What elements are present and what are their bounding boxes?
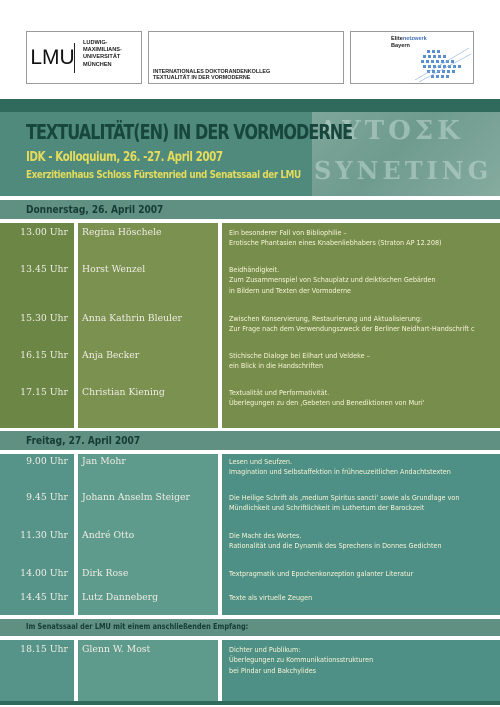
talk-line: Überlegungen zu den ‚Gebeten und Benediktionen von Muri‘ — [229, 399, 425, 408]
session-time: 9.45 Uhr — [26, 492, 68, 503]
session-speaker: Jan Mohr — [82, 456, 126, 467]
talk-line: Stichische Dialoge bei Eilhart und Veldeke – — [229, 352, 370, 360]
talk-line: Überlegungen zu Kommunikationsstrukturen — [229, 656, 374, 665]
talk-line: Die Macht des Wortes. — [229, 532, 302, 540]
talk-line: Rationalität und die Dynamik des Sprechens in Donnes Gedichten — [229, 542, 442, 551]
session-time: 17.15 Uhr — [20, 387, 68, 398]
session-talk — [229, 531, 499, 552]
session-speaker: Christian Kiening — [82, 387, 165, 398]
session-speaker: Lutz Danneberg — [82, 592, 159, 603]
session-time: 16.15 Uhr — [20, 350, 68, 361]
day-header-thursday — [0, 200, 500, 219]
schedule-block-thursday — [0, 223, 500, 428]
colloquium-date: IDK - Kolloquium, 26. -27. April 2007 — [26, 150, 223, 165]
session-time: 9.00 Uhr — [26, 456, 68, 467]
session-speaker: André Otto — [82, 530, 135, 541]
session-talk — [229, 228, 499, 249]
lmu-logo-mark — [31, 43, 75, 73]
session-time: 15.30 Uhr — [20, 313, 68, 324]
session-talk — [229, 314, 499, 335]
bottom-band — [0, 701, 500, 705]
talk-line: Beidhändigkeit. — [229, 266, 280, 274]
talk-line: bei Pindar und Bakchylides — [229, 666, 317, 675]
talk-line: Zwischen Konservierung, Restaurierung und Aktualisierung: — [229, 315, 423, 323]
session-talk — [229, 457, 499, 478]
day-header-friday — [0, 431, 500, 450]
talk-line: Textualität und Performativität. — [229, 389, 330, 397]
lmu-logo — [26, 31, 142, 84]
session-speaker: Regina Höschele — [82, 227, 162, 238]
bayern-word: Bayern — [391, 42, 410, 49]
idk-line: TEXTUALITÄT IN DER VORMODERNE — [153, 75, 251, 82]
evening-label: Im Senatssaal der LMU mit einem anschließenden Empfang: — [26, 622, 249, 631]
session-time: 14.45 Uhr — [20, 592, 68, 603]
venue: Exerzitienhaus Schloss Fürstenried und Senatssaal der LMU — [26, 168, 301, 181]
top-band — [0, 99, 500, 112]
talk-line: Erotische Phantasien eines Knabenliebhabers (Straton AP 12.208) — [229, 239, 442, 248]
talk-line: Imagination und Selbstaffektion in frühneuzeitlichen Andachtstexten — [229, 468, 451, 477]
session-time: 14.00 Uhr — [20, 568, 68, 579]
session-speaker: Anja Becker — [82, 350, 140, 361]
talk-line: Lesen und Seufzen. — [229, 458, 293, 466]
schedule-block-friday — [0, 454, 500, 615]
idk-name — [153, 69, 270, 82]
session-speaker: Horst Wenzel — [82, 264, 146, 275]
talk-line: Ein besonderer Fall von Bibliophilie – — [229, 229, 347, 237]
idk-logo — [148, 31, 344, 84]
session-time: 11.30 Uhr — [20, 530, 68, 541]
session-talk — [229, 645, 499, 676]
day-label: Donnerstag, 26. April 2007 — [26, 203, 164, 216]
lmu-line: LUDWIG- — [83, 40, 108, 46]
session-time: 18.15 Uhr — [20, 644, 68, 655]
session-talk — [229, 569, 499, 579]
elite-word: Elite — [391, 36, 403, 42]
lmu-university-name — [83, 40, 122, 69]
lmu-logo-letters: LMU — [30, 46, 75, 69]
stone-line: ΑΥΤΟΣΚ — [318, 116, 464, 146]
talk-line: Mündlichkeit und Schriftlichkeit im Luthertum der Barockzeit — [229, 504, 425, 513]
session-time: 13.00 Uhr — [20, 227, 68, 238]
session-speaker: Anna Kathrin Bleuler — [82, 313, 182, 324]
session-talk — [229, 351, 499, 372]
lmu-line: MAXIMILIANS- — [83, 47, 122, 54]
talk-line: Dichter und Publikum: — [229, 646, 301, 654]
session-talk — [229, 265, 499, 296]
session-talk — [229, 593, 499, 603]
page-title: TEXTUALITÄT(EN) IN DER VORMODERNE — [26, 120, 353, 144]
session-speaker: Glenn W. Most — [82, 644, 151, 655]
session-time: 13.45 Uhr — [20, 264, 68, 275]
session-talk — [229, 493, 499, 514]
session-talk — [229, 388, 499, 409]
lmu-line: UNIVERSITÄT — [83, 54, 121, 61]
netzwerk-word: netzwerk — [402, 36, 427, 42]
elitenetzwerk-logo — [350, 31, 474, 84]
talk-line: Zum Zusammenspiel von Schauplatz und deiktischen Gebärden — [229, 276, 436, 285]
evening-header — [0, 619, 500, 636]
day-label: Freitag, 27. April 2007 — [26, 434, 141, 447]
talk-line: Textpragmatik und Epochenkonzeption galanter Literatur — [229, 570, 414, 578]
talk-line: Texte als virtuelle Zeugen — [229, 594, 313, 602]
lmu-line: MÜNCHEN — [83, 61, 112, 68]
talk-line: in Bildern und Texten der Vormoderne — [229, 286, 352, 295]
session-speaker: Dirk Rose — [82, 568, 129, 579]
bavaria-map-icon — [413, 46, 473, 84]
idk-line: INTERNATIONALES DOKTORANDENKOLLEG — [153, 69, 271, 75]
talk-line: Zur Frage nach dem Verwendungszweck der Berliner Neidhart-Handschrift c — [229, 325, 475, 334]
talk-line: ein Blick in die Handschriften — [229, 362, 324, 371]
schedule-block-evening — [0, 640, 500, 701]
session-speaker: Johann Anselm Steiger — [82, 492, 190, 503]
stone-line: SYNETING — [314, 156, 493, 185]
title-band — [0, 112, 500, 196]
talk-line: Die Heilige Schrift als ‚medium Spiritus sancti‘ sowie als Grundlage von — [229, 494, 460, 502]
